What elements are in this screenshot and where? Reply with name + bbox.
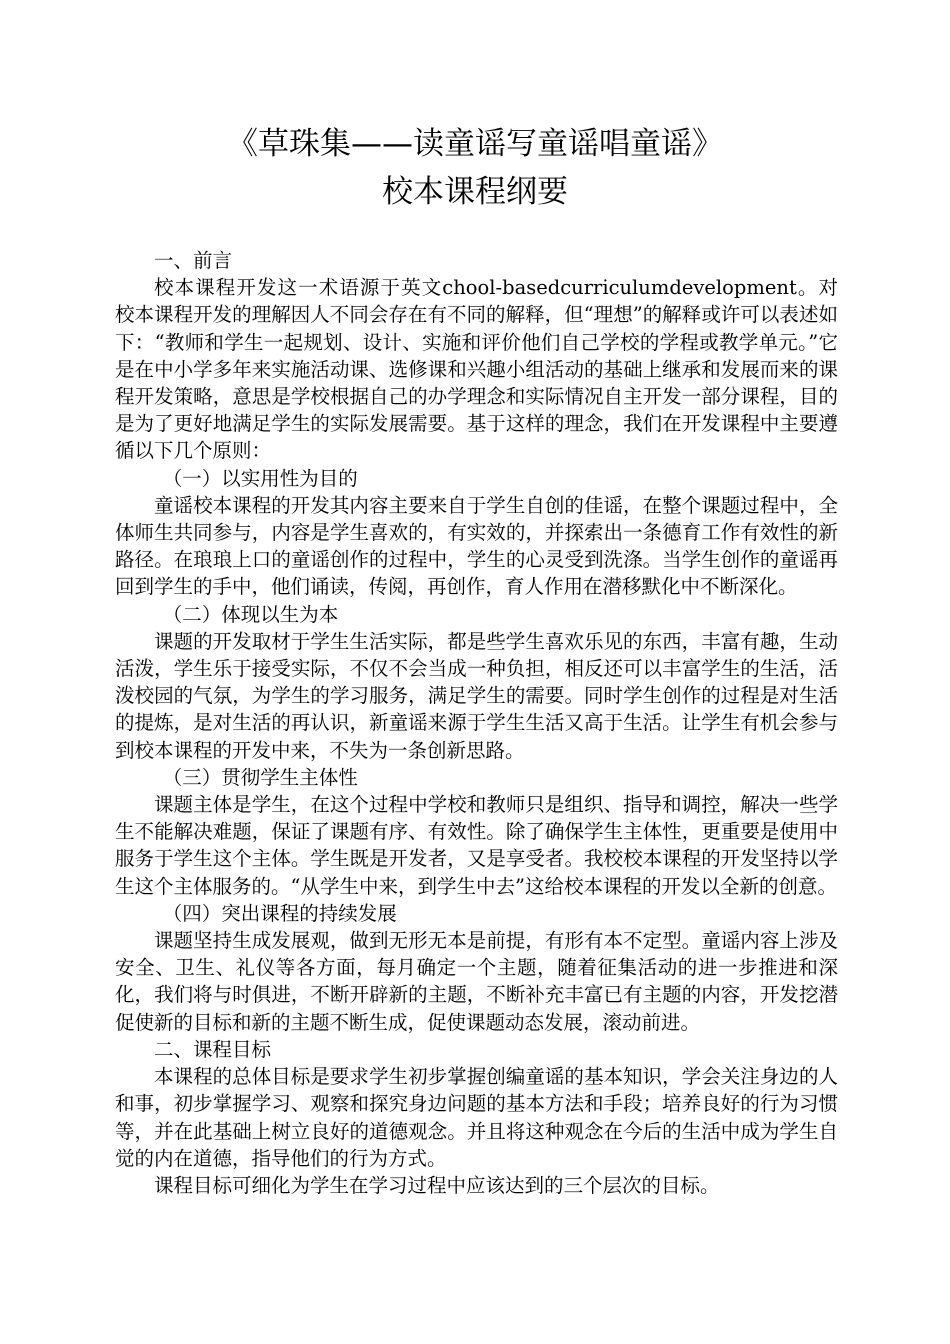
subheading-student-subjectivity: （三）贯彻学生主体性 xyxy=(162,765,358,789)
title-block xyxy=(0,120,950,216)
subheading-sustainable-development: （四）突出课程的持续发展 xyxy=(162,901,397,925)
paragraph: 课程目标可细化为学生在学习过程中应该达到的三个层次的目标。 xyxy=(154,1173,720,1197)
subheading-student-centered: （二）体现以生为本 xyxy=(162,602,339,626)
paragraph: 课题坚持生成发展观，做到无形无本是前提，有形有本不定型。童谣内容上涉及安全、卫生、礼仪等各方面，每月确定一个主题，随着征集活动的进一步推进和深化，我们将与时俱进，不断开辟新的主题，不断补充丰富已有主题的内容，开发挖潜促使新的目标和新的主题不断生成，促使课题动态发展，滚动前进。 xyxy=(115,929,838,1034)
paragraph: 课题的开发取材于学生生活实际，都是些学生喜欢乐见的东西，丰富有趣，生动活泼，学生乐于接受实际，不仅不会当成一种负担，相反还可以丰富学生的生活，活泼校园的气氛，为学生的学习服务，满足学生的需要。同时学生创作的过程是对生活的提炼，是对生活的再认识，新童谣来源于学生生活又高于生活。让学生有机会参与到校本课程的开发中来，不失为一条创新思路。 xyxy=(115,629,838,762)
document-subtitle: 校本课程纲要 xyxy=(382,174,568,210)
section-heading-preface: 一、前言 xyxy=(154,249,233,272)
paragraph: 校本课程开发这一术语源于英文chool-basedcurriculumdevelopment。对校本课程开发的理解因人不同会存在有不同的解释，但“理想”的解释或许可以表述如下：“教师和学生一起规划、设计、实施和评价他们自己学校的学程或教学单元。”它是在中小学多年来实施活动课、选修课和兴趣小组活动的基础上继承和发展而来的课程开发策略，意思是学校根据自己的办学理念和实际情况自主开发一部分课程，目的是为了更好地满足学生的实际发展需要。基于这样的理念，我们在开发课程中主要遵循以下几个原则： xyxy=(115,276,838,463)
paragraph: 童谣校本课程的开发其内容主要来自于学生自创的佳谣，在整个课题过程中，全体师生共同参与，内容是学生喜欢的，有实效的，并探索出一条德育工作有效性的新路径。在琅琅上口的童谣创作的过程中，学生的心灵受到洗涤。当学生创作的童谣再回到学生的手中，他们诵读，传阅，再创作，育人作用在潜移默化中不断深化。 xyxy=(115,493,838,599)
paragraph: 课题主体是学生，在这个过程中学校和教师只是组织、指导和调控，解决一些学生不能解决难题，保证了课题有序、有效性。除了确保学生主体性，更重要是使用中服务于学生这个主体。学生既是开发者，又是享受者。我校校本课程的开发坚持以学生这个主体服务的。“从学生中来，到学生中去”这给校本课程的开发以全新的创意。 xyxy=(115,793,838,898)
subheading-practicality: （一）以实用性为目的 xyxy=(162,466,358,490)
document-body xyxy=(115,247,838,1199)
section-heading-objectives: 二、课程目标 xyxy=(154,1037,272,1061)
paragraph: 本课程的总体目标是要求学生初步掌握创编童谣的基本知识，学会关注身边的人和事，初步掌握学习、观察和探究身边问题的基本方法和手段；培养良好的行为习惯等，并在此基础上树立良好的道德观念。并且将这种观念在今后的生活中成为学生自觉的内在道德，指导他们的行为方式。 xyxy=(115,1065,838,1170)
document-title: 《草珠集——读童谣写童谣唱童谣》 xyxy=(227,126,723,162)
